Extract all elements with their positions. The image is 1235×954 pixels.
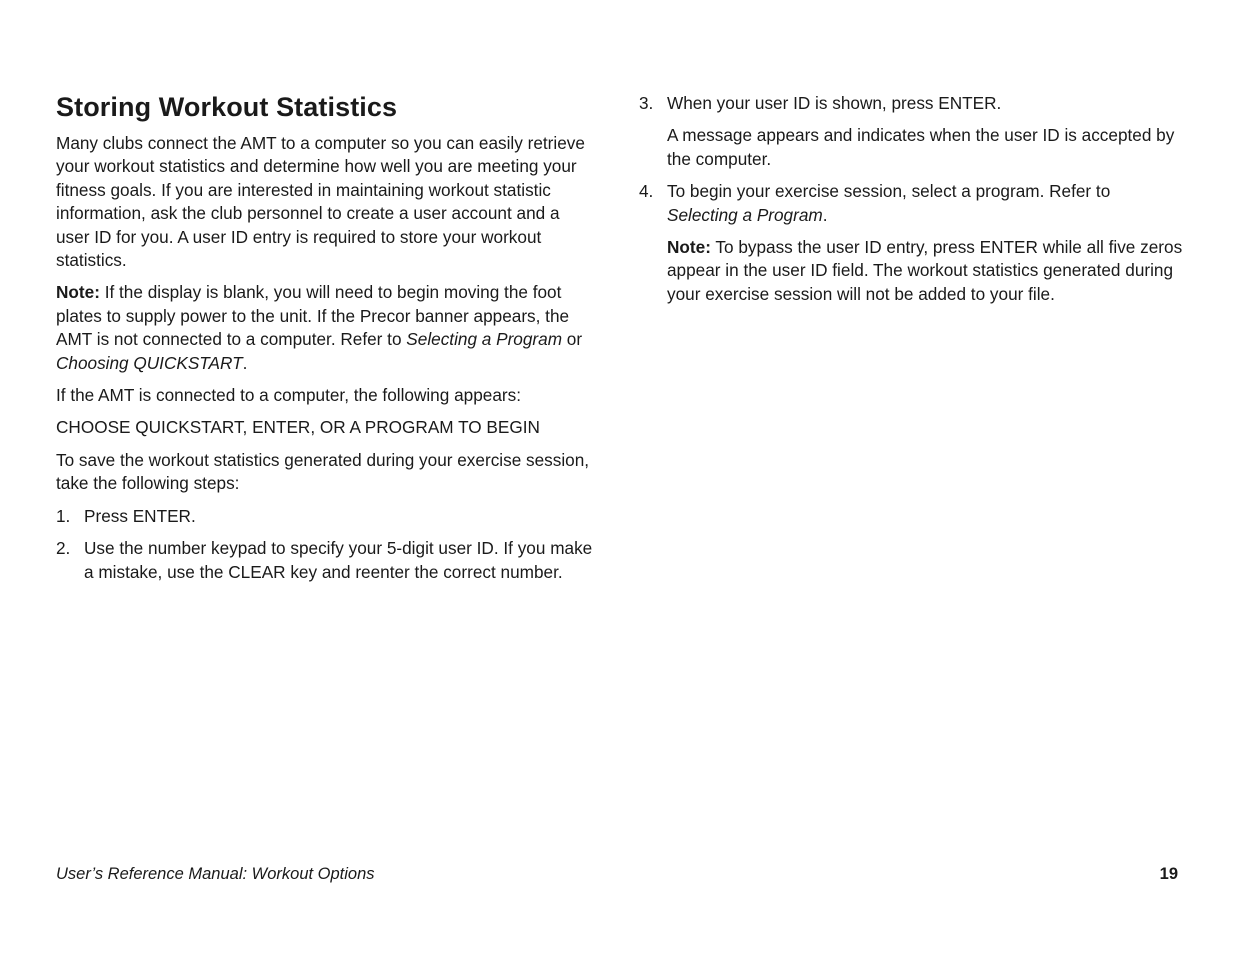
step-detail: A message appears and indicates when the user ID is accepted by the computer.	[667, 125, 1175, 169]
connected-paragraph: If the AMT is connected to a computer, the following appears:	[56, 385, 521, 406]
note-text-a: If the display is blank, you will need to begin moving the foot plates to supply power to the unit. If the Precor banner appears, the AMT is not connected to a computer. Refer to	[56, 282, 570, 350]
intro-paragraph: Many clubs connect the AMT to a computer so you can easily retrieve your workout statistics and determine how well you are meeting your fitness goals. If you are interested in maintaining workout statistic information, ask the club personnel to create a user account and a user ID for you. A user ID entry is required to store your workout statistics.	[56, 133, 585, 271]
page-number: 19	[1159, 865, 1178, 883]
step-text-b: .	[822, 204, 828, 225]
right-column	[639, 92, 1184, 315]
list-item	[56, 505, 596, 528]
step-reference-selecting-program: Selecting a Program	[667, 204, 823, 225]
note-text: To bypass the user ID entry, press ENTER while all five zeros appear in the user ID field. The workout statistics generated during your exercise session will not be added to your file.	[667, 237, 1183, 304]
list-item	[639, 180, 1184, 227]
note-paragraph	[56, 281, 596, 375]
note-text-b: or	[562, 329, 583, 350]
step-text: Use the number keypad to specify your 5-digit user ID. If you make a mistake, use the CLEAR key and reenter the correct number.	[84, 538, 593, 582]
bypass-note	[639, 236, 1184, 306]
note-text-c: .	[242, 352, 248, 373]
step-number: 3.	[639, 93, 654, 113]
note-label: Note:	[667, 237, 711, 258]
note-label: Note:	[56, 282, 100, 303]
step-text: Press ENTER.	[84, 505, 196, 526]
note-reference-selecting-program: Selecting a Program	[406, 329, 563, 350]
note-reference-choosing-quickstart: Choosing QUICKSTART	[56, 352, 243, 373]
step-number: 2.	[56, 538, 71, 559]
list-item	[56, 537, 596, 584]
step-text-a: To begin your exercise session, select a program. Refer to	[667, 181, 1111, 202]
footer-title: User’s Reference Manual: Workout Options	[56, 865, 375, 883]
left-column	[56, 90, 596, 593]
step-text: When your user ID is shown, press ENTER.	[667, 93, 1002, 113]
display-message: CHOOSE QUICKSTART, ENTER, OR A PROGRAM TO BEGIN	[56, 417, 540, 438]
save-intro-paragraph: To save the workout statistics generated during your exercise session, take the following steps:	[56, 449, 590, 494]
list-item	[639, 92, 1184, 115]
step-number: 1.	[56, 505, 71, 526]
step-number: 4.	[639, 181, 654, 202]
section-heading: Storing Workout Statistics	[56, 92, 398, 122]
